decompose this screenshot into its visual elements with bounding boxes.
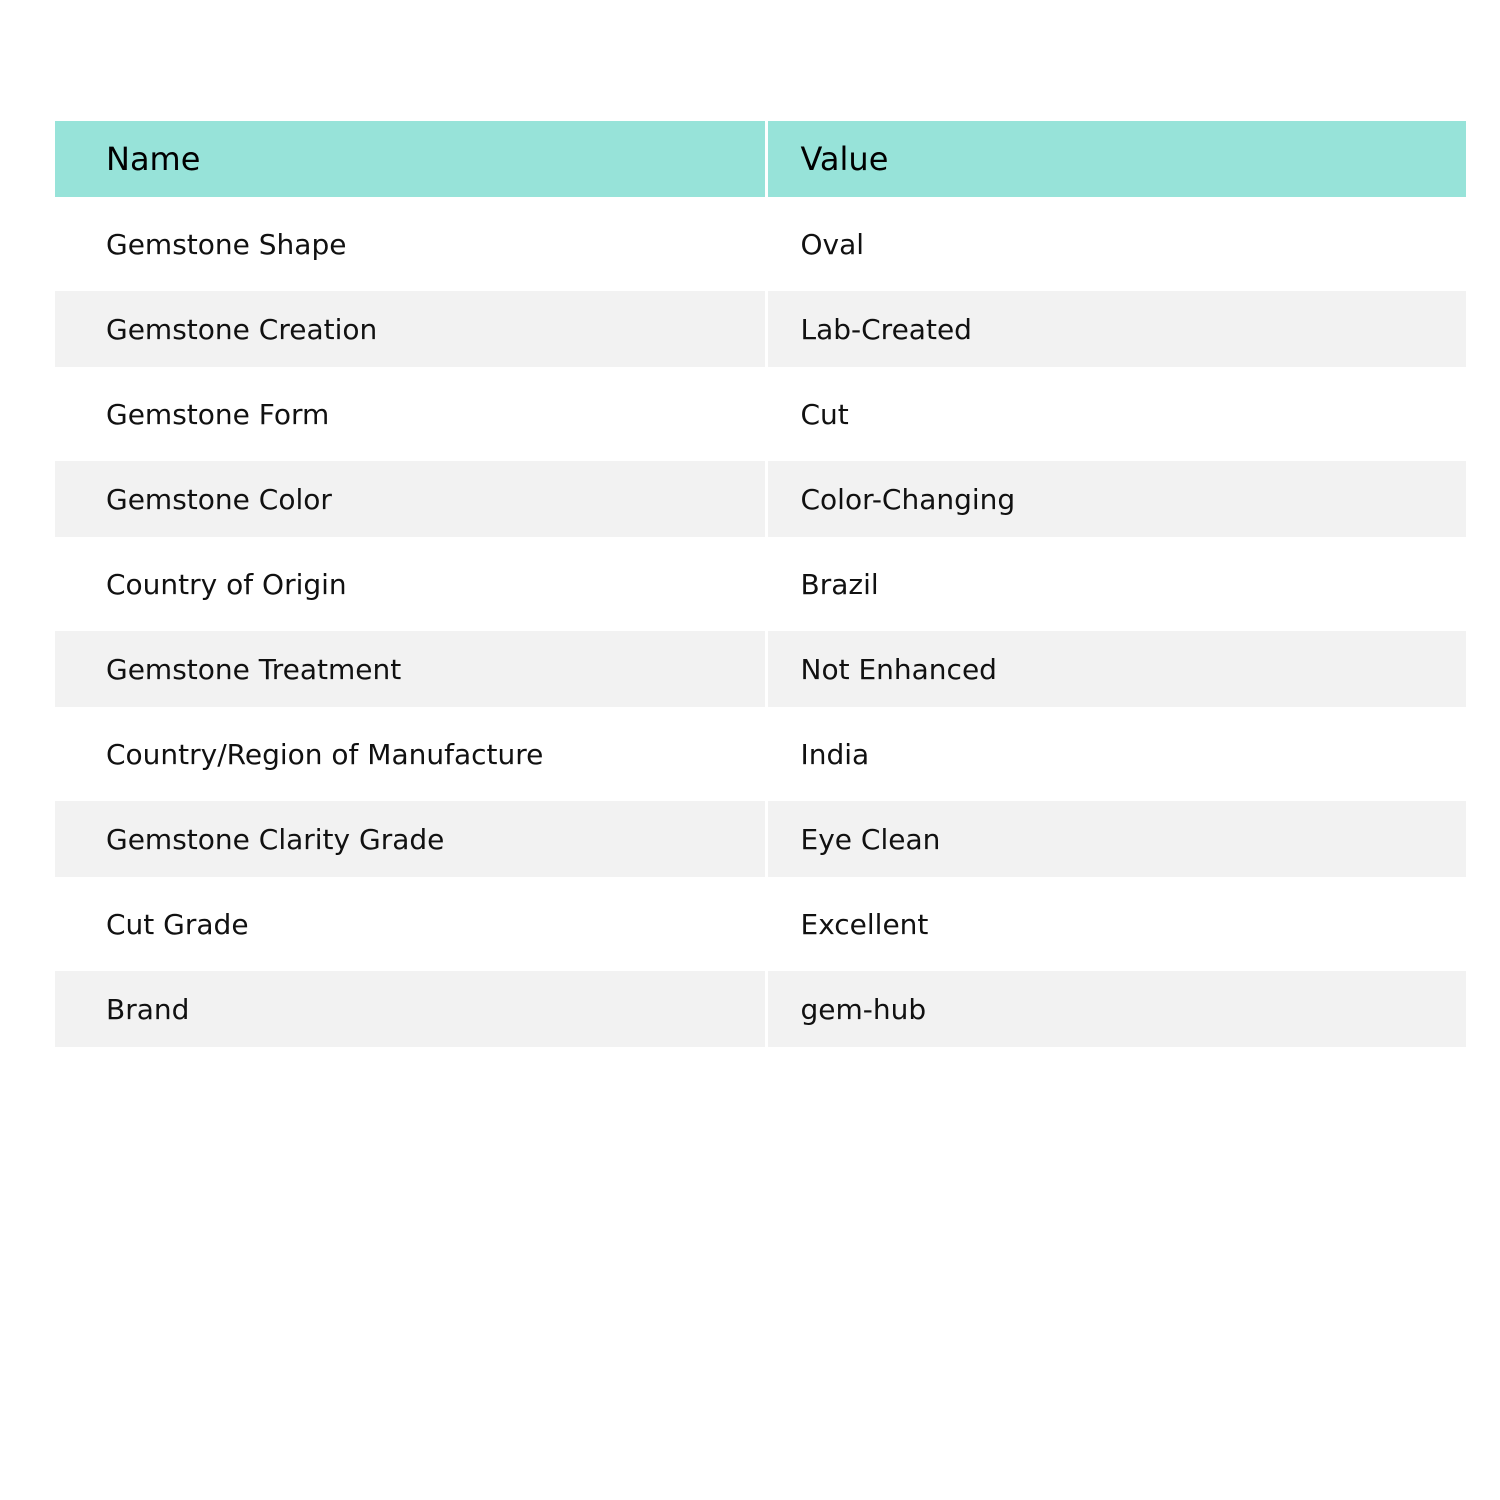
- row-value-cell: Not Enhanced: [766, 631, 1466, 707]
- row-value-cell: Excellent: [766, 877, 1466, 971]
- table-row: [55, 971, 1466, 1047]
- row-value-cell: gem-hub: [766, 971, 1466, 1047]
- row-value-cell: Color-Changing: [766, 461, 1466, 537]
- row-name-cell: Gemstone Form: [55, 367, 766, 461]
- row-name-cell: Gemstone Clarity Grade: [55, 801, 766, 877]
- row-value-cell: Oval: [766, 197, 1466, 291]
- row-name-cell: Brand: [55, 971, 766, 1047]
- row-value-cell: Brazil: [766, 537, 1466, 631]
- row-value-cell: India: [766, 707, 1466, 801]
- row-value-cell: Lab-Created: [766, 291, 1466, 367]
- header-row: [55, 121, 1466, 197]
- table-row: [55, 367, 1466, 461]
- column-header-name: Name: [55, 121, 766, 197]
- table-row: [55, 537, 1466, 631]
- row-name-cell: Gemstone Treatment: [55, 631, 766, 707]
- table-row: [55, 801, 1466, 877]
- table-header: [55, 121, 1466, 197]
- row-name-cell: Cut Grade: [55, 877, 766, 971]
- row-name-cell: Country/Region of Manufacture: [55, 707, 766, 801]
- table-body: [55, 197, 1466, 1047]
- column-header-value: Value: [766, 121, 1466, 197]
- row-name-cell: Gemstone Creation: [55, 291, 766, 367]
- row-name-cell: Gemstone Shape: [55, 197, 766, 291]
- table-row: [55, 291, 1466, 367]
- row-name-cell: Gemstone Color: [55, 461, 766, 537]
- row-value-cell: Cut: [766, 367, 1466, 461]
- row-value-cell: Eye Clean: [766, 801, 1466, 877]
- item-specifics-table: [55, 121, 1466, 1047]
- table-row: [55, 707, 1466, 801]
- table-row: [55, 877, 1466, 971]
- table-row: [55, 197, 1466, 291]
- table-row: [55, 461, 1466, 537]
- table-row: [55, 631, 1466, 707]
- row-name-cell: Country of Origin: [55, 537, 766, 631]
